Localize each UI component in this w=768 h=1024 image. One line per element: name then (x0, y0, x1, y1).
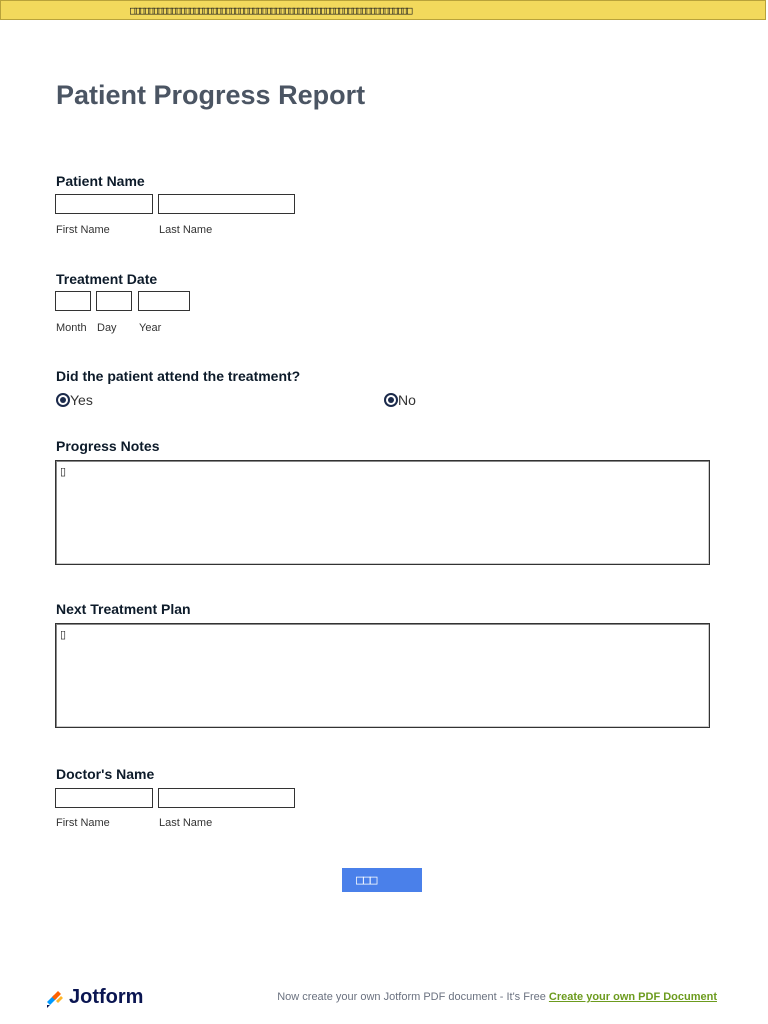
notice-bar (0, 0, 766, 20)
treatment-day-sublabel: Day (97, 322, 117, 334)
next-plan-label: Next Treatment Plan (56, 601, 191, 617)
next-plan-textarea[interactable] (55, 623, 710, 728)
patient-last-name-input[interactable] (158, 194, 295, 214)
doctor-last-name-sublabel: Last Name (159, 817, 213, 829)
doctor-first-name-input[interactable] (55, 788, 153, 808)
doctor-first-name-sublabel: First Name (56, 817, 110, 829)
footer-promo (277, 991, 717, 1003)
jotform-logo-icon (45, 988, 65, 1008)
attended-no-label: No (398, 392, 416, 408)
attended-label: Did the patient attend the treatment? (56, 368, 301, 384)
footer-promo-text: Now create your own Jotform PDF document - It's Free (277, 991, 546, 1003)
radio-dot-icon (388, 397, 394, 403)
attended-yes-label: Yes (70, 392, 93, 408)
create-pdf-link[interactable]: Create your own PDF Document (548, 991, 717, 1003)
patient-name-label: Patient Name (56, 173, 145, 189)
progress-notes-label: Progress Notes (56, 438, 160, 454)
treatment-month-input[interactable] (55, 291, 91, 311)
notice-text: □□□□□□□□□□□□□□□□□□□□□□□□□□□□□□□□□□□□□□□□□□□□□□□□□□□□□□□□□□□□□□ (130, 4, 411, 17)
attended-no-radio[interactable] (384, 392, 416, 408)
doctor-name-label: Doctor's Name (56, 766, 155, 782)
page-title: Patient Progress Report (56, 80, 366, 110)
patient-first-name-sublabel: First Name (56, 224, 110, 236)
jotform-logo[interactable] (45, 986, 143, 1009)
submit-button[interactable]: □□□ (342, 868, 422, 892)
radio-icon (384, 393, 398, 407)
next-plan-value: ▯ (60, 629, 67, 641)
patient-first-name-input[interactable] (55, 194, 153, 214)
patient-last-name-sublabel: Last Name (159, 224, 213, 236)
progress-notes-value: ▯ (60, 466, 67, 478)
treatment-day-input[interactable] (96, 291, 132, 311)
doctor-last-name-input[interactable] (158, 788, 295, 808)
radio-icon (56, 393, 70, 407)
treatment-month-sublabel: Month (56, 322, 87, 334)
treatment-year-input[interactable] (138, 291, 190, 311)
progress-notes-textarea[interactable] (55, 460, 710, 565)
attended-yes-radio[interactable] (56, 392, 93, 408)
treatment-year-sublabel: Year (139, 322, 162, 334)
treatment-date-label: Treatment Date (56, 271, 158, 287)
jotform-brand-text: Jotform (69, 986, 144, 1008)
radio-dot-icon (60, 397, 66, 403)
